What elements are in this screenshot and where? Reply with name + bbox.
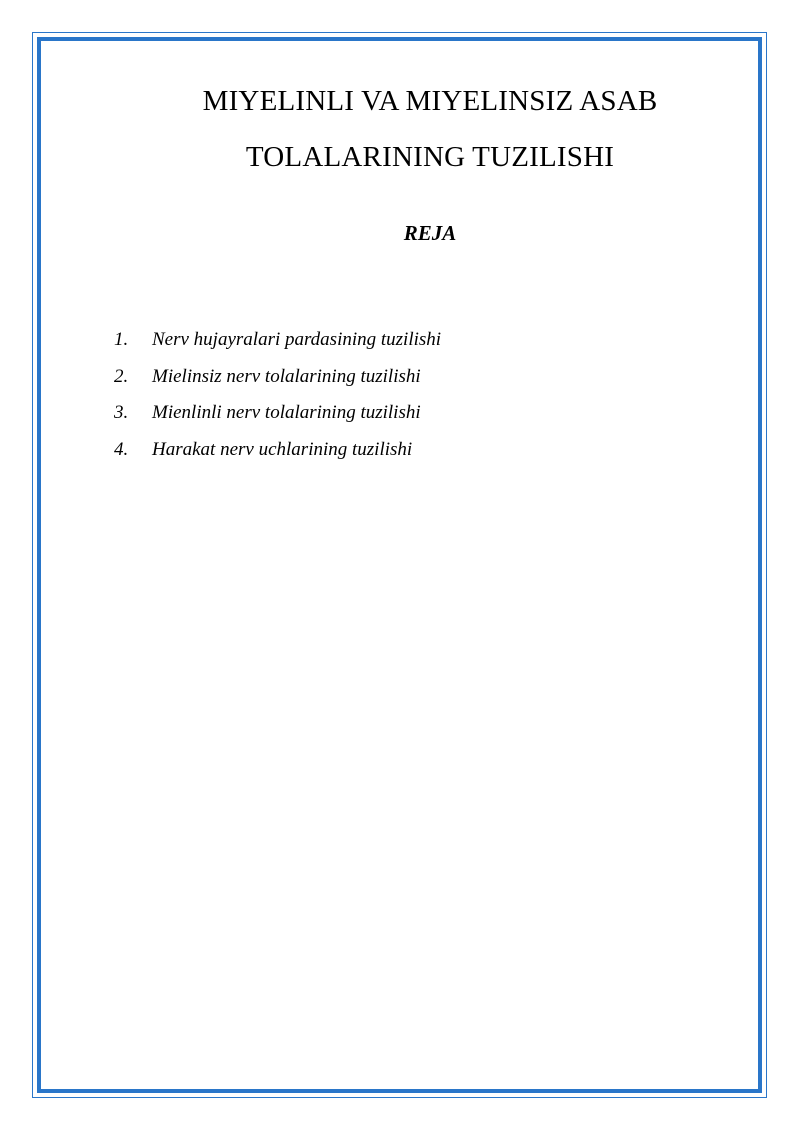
- title-line-1: MIYELINLI VA MIYELINSIZ ASAB: [202, 85, 658, 117]
- plan-item-number: 4.: [114, 438, 129, 460]
- plan-item-3: [114, 399, 441, 436]
- plan-item-text: Mienlinli nerv tolalarining tuzilishi: [152, 402, 421, 423]
- page-border-inner: [37, 37, 762, 1093]
- plan-item-text: Nerv hujayralari pardasining tuzilishi: [152, 329, 442, 350]
- title-line-2: TOLALARINING TUZILISHI: [245, 141, 615, 173]
- plan-item-number: 3.: [114, 402, 129, 423]
- document-title: [60, 73, 800, 185]
- plan-item-4: [114, 436, 441, 473]
- plan-item-1: [114, 326, 441, 363]
- plan-item-number: 1.: [114, 329, 129, 350]
- plan-heading: REJA: [403, 221, 457, 245]
- plan-item-2: [114, 363, 441, 400]
- plan-item-text: Mielinsiz nerv tolalarining tuzilishi: [152, 365, 421, 387]
- plan-item-text: Harakat nerv uchlarining tuzilishi: [152, 438, 413, 460]
- plan-item-number: 2.: [114, 365, 129, 387]
- plan-list: [114, 326, 441, 472]
